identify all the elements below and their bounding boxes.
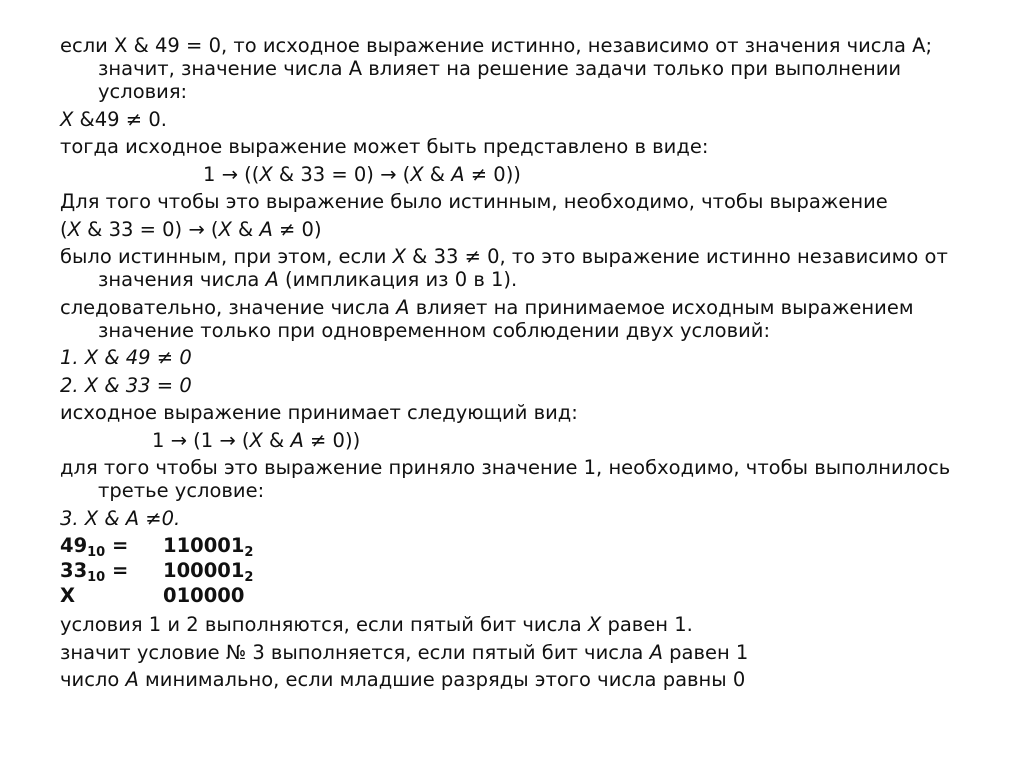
text-line-10: [60, 613, 980, 636]
text-fragment: & 33 = 0) → (: [80, 217, 219, 241]
var-a: A: [125, 668, 139, 691]
text-fragment: &: [231, 217, 260, 241]
var-x: X: [259, 162, 273, 186]
text-line-2: [60, 108, 980, 131]
binary-base: 10: [87, 570, 106, 585]
binary-label: [60, 534, 163, 560]
binary-number: 49: [60, 534, 88, 557]
condition-text: 3. X & A ≠0.: [60, 506, 181, 530]
text-fragment: ≠ 0)): [464, 162, 521, 186]
binary-value: [163, 559, 254, 585]
binary-digits: 100001: [163, 559, 245, 582]
slide-content: [60, 34, 980, 696]
binary-digits: 010000: [163, 584, 245, 607]
var-a: A: [451, 162, 465, 186]
binary-value: [163, 534, 254, 560]
var-a: A: [290, 428, 304, 452]
binary-value: [163, 584, 244, 607]
binary-label: [60, 584, 163, 607]
text-fragment: условия 1 и 2 выполняются, если пятый бит числа: [60, 613, 588, 636]
text-fragment: 1 → (1 → (: [152, 428, 250, 452]
equation-2: [60, 429, 980, 452]
var-a: A: [649, 640, 663, 664]
text-fragment: равен 1: [662, 640, 749, 664]
var-x: X: [587, 613, 602, 636]
binary-equals: =: [105, 534, 129, 557]
binary-row-33: [60, 559, 980, 585]
text-fragment: ≠ 0)): [303, 428, 361, 452]
text-line-9: для того чтобы это выражение приняло значение 1, необходимо, чтобы выполнилось третье условие:: [60, 456, 951, 502]
condition-2: [60, 374, 980, 397]
var-x: X: [67, 217, 81, 241]
binary-equals: =: [105, 559, 129, 582]
condition-3: [60, 507, 980, 530]
binary-digits: 110001: [163, 534, 245, 557]
var-a: A: [265, 268, 279, 291]
condition-text: 2. X & 33 = 0: [60, 373, 192, 397]
text-line-12: [60, 668, 980, 691]
binary-base: 10: [87, 545, 106, 560]
text-fragment: &49 ≠ 0.: [73, 107, 167, 131]
var-x: X: [410, 162, 424, 186]
text-fragment: значит условие № 3 выполняется, если пятый бит числа: [60, 640, 650, 664]
var-x: X: [392, 245, 406, 268]
text-fragment: (импликация из 0 в 1).: [278, 268, 518, 291]
text-fragment: 1 → ((: [203, 162, 260, 186]
binary-value-base: 2: [244, 545, 254, 560]
var-x: X: [60, 107, 74, 131]
equation-1: [60, 163, 980, 186]
text-fragment: минимально, если младшие разряды этого числа равны 0: [138, 668, 746, 691]
text-fragment: (: [60, 217, 68, 241]
var-x: X: [249, 428, 263, 452]
text-line-3: тогда исходное выражение может быть представлено в виде:: [60, 135, 709, 158]
text-fragment: влияет на принимаемое исходным выражением значение только при одновременном соблюдении двух условий:: [98, 295, 914, 342]
condition-text: 1. X & 49 ≠ 0: [60, 346, 192, 369]
text-line-7: [60, 296, 980, 342]
var-x: X: [218, 217, 232, 241]
var-a: A: [396, 295, 410, 319]
binary-value-base: 2: [244, 570, 254, 585]
text-fragment: равен 1.: [601, 613, 693, 636]
text-line-8: исходное выражение принимает следующий вид:: [60, 401, 578, 424]
text-line-6: [60, 245, 980, 291]
text-fragment: число: [60, 668, 126, 691]
condition-1: [60, 346, 980, 369]
text-fragment: ≠ 0): [272, 217, 322, 241]
text-fragment: & 33 = 0) → (: [272, 162, 411, 186]
binary-row-49: [60, 534, 980, 560]
text-line-1: если X & 49 = 0, то исходное выражение истинно, независимо от значения числа А; значит, значение числа А влияет на решение задачи только при выполнении условия:: [60, 34, 933, 103]
binary-number: 33: [60, 559, 88, 582]
text-fragment: &: [262, 428, 291, 452]
binary-label: [60, 559, 163, 585]
binary-number: X: [60, 584, 76, 607]
text-line-5: [60, 218, 980, 241]
text-fragment: было истинным, при этом, если: [60, 245, 393, 268]
text-line-11: [60, 641, 980, 664]
text-fragment: следовательно, значение числа: [60, 295, 397, 319]
text-line-4: Для того чтобы это выражение было истинным, необходимо, чтобы выражение: [60, 190, 888, 213]
text-fragment: &: [423, 162, 452, 186]
binary-row-x: [60, 584, 980, 607]
var-a: A: [259, 217, 273, 241]
text-fragment: & 33 ≠ 0, то это выражение истинно независимо от значения числа: [98, 245, 948, 291]
